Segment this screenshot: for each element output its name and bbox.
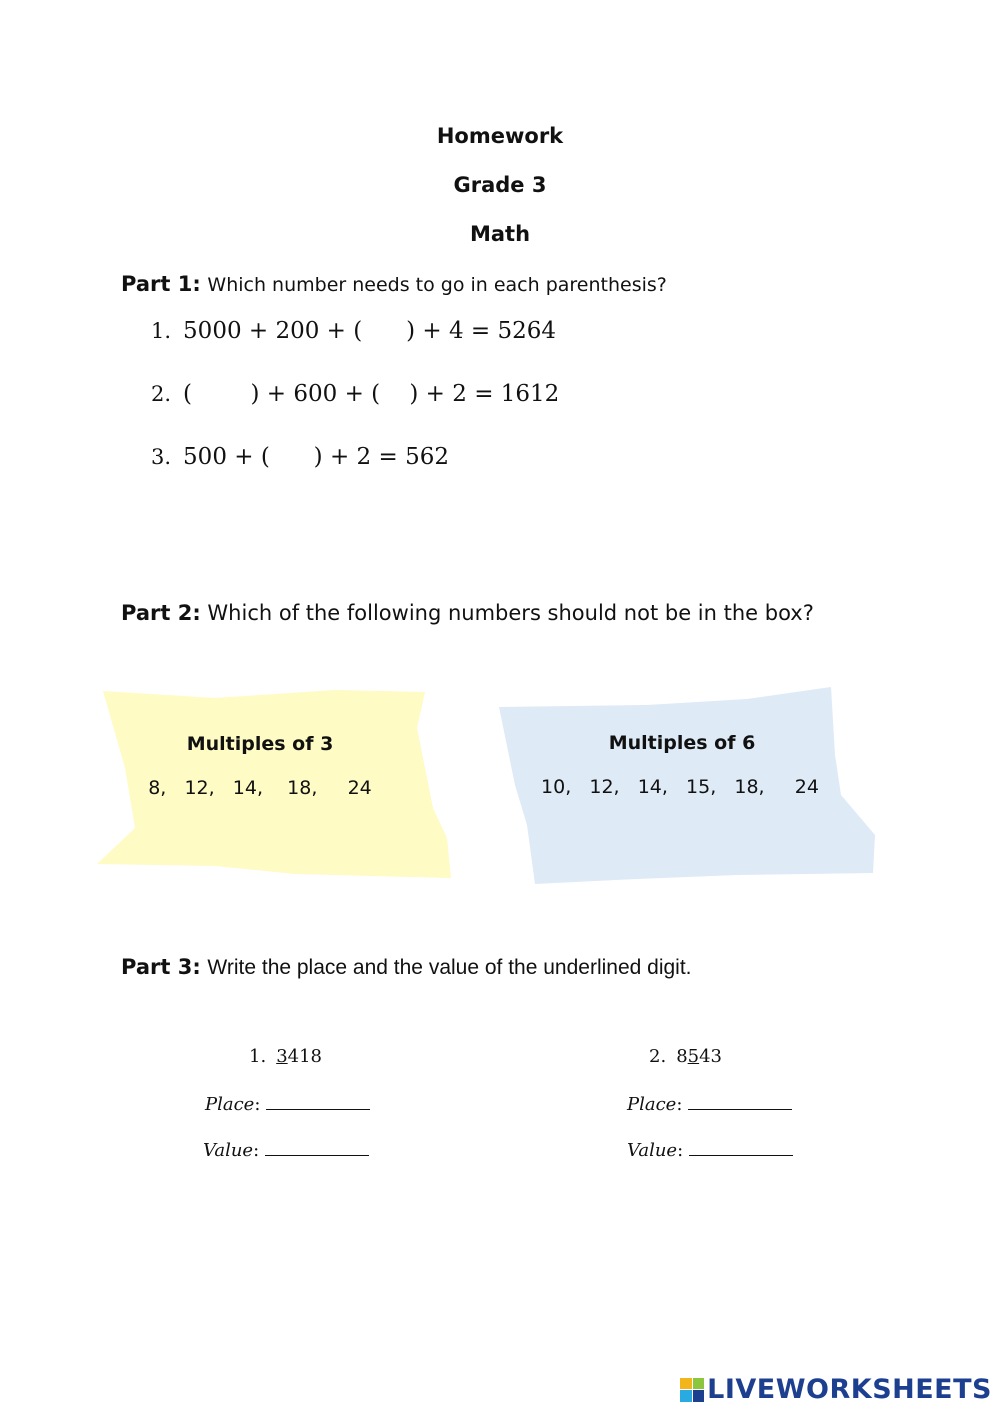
logo-text: LIVEWORKSHEETS [707, 1374, 992, 1405]
part1-label: Part 1: [121, 272, 201, 296]
place-label: Place [627, 1094, 677, 1115]
place-label: Place [205, 1094, 255, 1115]
equation: ( ) + 600 + ( ) + 2 = 1612 [183, 381, 560, 407]
multiples-of-6-numbers: 10, 12, 14, 15, 18, 24 [541, 776, 819, 798]
item-number: 2. [151, 382, 172, 406]
item-number: 1. [151, 319, 172, 343]
part1-item-2 [151, 381, 559, 407]
part3-item-1-number [249, 1046, 322, 1067]
part2-label: Part 2: [121, 601, 201, 625]
multiples-of-3-title: Multiples of 3 [186, 733, 334, 755]
digits-before: 8 [676, 1046, 688, 1067]
equation: 500 + ( ) + 2 = 562 [183, 444, 449, 470]
value-label: Value [203, 1140, 254, 1161]
part3-item-2-place: Place: [627, 1094, 792, 1115]
digits-after: 43 [699, 1046, 722, 1067]
value-answer-line[interactable] [689, 1141, 793, 1156]
multiples-of-3-numbers: 8, 12, 14, 18, 24 [148, 777, 372, 799]
worksheet-title: Homework [436, 124, 564, 148]
digits-after: 418 [287, 1046, 322, 1067]
part1-question: Which number needs to go in each parenthesis? [207, 274, 667, 296]
part1-item-1 [151, 318, 556, 344]
place-answer-line[interactable] [266, 1095, 370, 1110]
part1-heading [121, 272, 667, 296]
part3-heading [121, 955, 692, 980]
value-label: Value [627, 1140, 678, 1161]
item-number: 1. [249, 1046, 267, 1067]
part3-label: Part 3: [121, 955, 201, 979]
part3-question: Write the place and the value of the underlined digit. [207, 956, 692, 979]
liveworksheets-logo [680, 1374, 992, 1405]
value-answer-line[interactable] [265, 1141, 369, 1156]
worksheet-grade: Grade 3 [453, 173, 547, 197]
part2-heading [121, 601, 814, 625]
liveworksheets-logo-icon [680, 1378, 704, 1402]
place-answer-line[interactable] [688, 1095, 792, 1110]
item-number: 3. [151, 445, 172, 469]
underlined-digit: 5 [687, 1046, 700, 1067]
part1-item-3 [151, 444, 449, 470]
part3-item-2-value: Value: [627, 1140, 793, 1161]
part3-item-1-place: Place: [205, 1094, 370, 1115]
part2-question: Which of the following numbers should not be in the box? [207, 601, 814, 625]
equation: 5000 + 200 + ( ) + 4 = 5264 [183, 318, 557, 344]
worksheet-subject: Math [469, 222, 531, 246]
part3-item-1-value: Value: [203, 1140, 369, 1161]
underlined-digit: 3 [276, 1046, 288, 1067]
part3-item-2-number [649, 1046, 722, 1067]
item-number: 2. [649, 1046, 667, 1067]
multiples-of-6-title: Multiples of 6 [608, 732, 756, 754]
